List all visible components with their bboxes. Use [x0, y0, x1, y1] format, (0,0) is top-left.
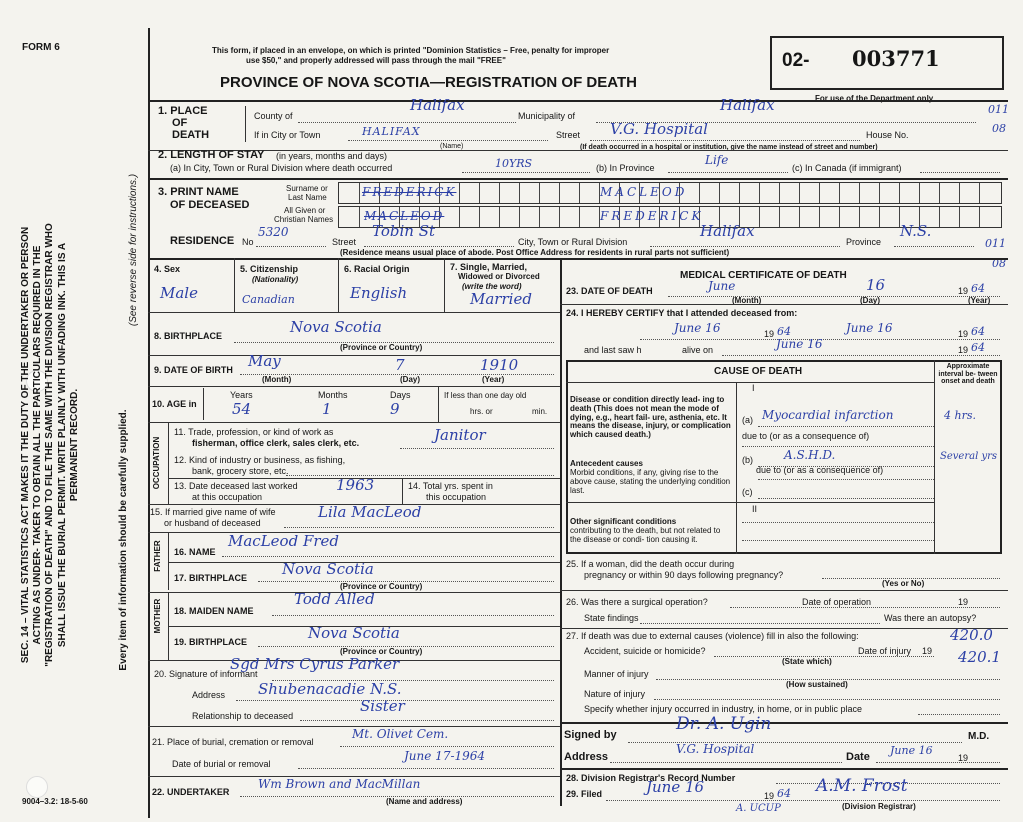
residence-street-line: [364, 246, 514, 247]
attended-to-year-value: 64: [971, 325, 985, 338]
industry-label: 12. Kind of industry or business, as fishing,: [174, 455, 346, 465]
father-name-label: 16. NAME: [174, 547, 216, 557]
given-label: All Given or: [284, 206, 326, 215]
registrar-signature: A.M. Frost: [816, 776, 908, 796]
filed-year-value: 64: [777, 787, 791, 800]
attended-to-year-prefix: 19: [958, 329, 969, 339]
dob-day-sublabel: (Day): [400, 375, 421, 384]
occupation-11-label-2: fisherman, office clerk, sales clerk, etc.: [192, 438, 360, 448]
code-420-0: 420.0: [950, 626, 993, 644]
place-bracket: [245, 106, 246, 142]
cause-a-prefix: (a): [742, 415, 753, 425]
rule-25: [560, 590, 1008, 591]
citizenship-label: 5. Citizenship: [240, 264, 299, 274]
record-number-label: 28. Division Registrar's Record Number: [566, 773, 736, 783]
code-420-1: 420.1: [958, 648, 1001, 666]
residence-note: (Residence means usual place of abode. Post Office Address for residents in rural parts not sufficient): [340, 248, 730, 257]
filed-label: 29. Filed: [566, 789, 603, 799]
age-div: [438, 386, 439, 422]
cause-a-value: Myocardial infarction: [762, 408, 894, 422]
cause-c-prefix: (c): [742, 487, 753, 497]
last-seen-value: June 16: [776, 337, 823, 351]
street-value: V.G. Hospital: [610, 120, 708, 138]
municipality-label: Municipality of: [518, 111, 576, 121]
father-div: [168, 532, 169, 590]
age-months-label: Months: [318, 390, 348, 400]
rule-27: [560, 722, 1008, 724]
residence-street-label: Street: [332, 237, 357, 247]
attended-from-value: June 16: [674, 321, 721, 335]
age-days-value: 9: [390, 400, 400, 418]
filed-value: June 16: [646, 778, 705, 796]
city-name-sublabel: (Name): [440, 143, 464, 150]
specify-label: Specify whether injury occurred in industry, in home, or in public place: [584, 704, 862, 714]
industry-label-2: bank, grocery store, etc.: [192, 466, 289, 476]
department-use-label: For use of the Department only: [815, 94, 934, 103]
length-of-stay-label: 2. LENGTH OF STAY: [158, 149, 265, 161]
spouse-label: 15. If married give name of wife: [150, 507, 276, 517]
marital-label-2: Widowed or Divorced: [458, 272, 540, 281]
death-year-prefix: 19: [958, 286, 969, 296]
signer-address-line: [610, 762, 842, 763]
statutory-side-note: SEC. 14 – VITAL STATISTICS ACT MAKES IT THE DUTY OF THE UNDERTAKER OR PERSON ACTING AS UNDER- TAKER TO OBTAIN ALL THE PARTICULARS REQUIRED IN THE "REGISTRATION OF DEATH" AND TO FILE THE SAME WITH THE DIVISION REGISTRAR WHO SHALL ISSUE THE BURIAL PERMIT. WRITE PLAINLY WITH UNFADING INK. THIS IS A PERMANENT RECORD.: [20, 223, 80, 667]
mother-birthplace-sublabel: (Province or Country): [340, 647, 423, 656]
code-4: 08: [992, 257, 1006, 270]
signer-address-value: V.G. Hospital: [676, 742, 755, 756]
birthplace-label: 8. BIRTHPLACE: [154, 331, 223, 341]
print-name-label: 3. PRINT NAME: [158, 186, 239, 198]
undertaker-sublabel: (Name and address): [386, 797, 463, 806]
burial-date-line: [298, 768, 554, 769]
surname-label: Surname or: [286, 184, 328, 193]
last-saw-label: and last saw h: [584, 345, 642, 355]
given-value: FREDERICK: [600, 209, 704, 223]
rule-signed: [560, 768, 1008, 770]
mother-maiden-value: Todd Alled: [294, 590, 375, 608]
dob-day-value: 7: [395, 356, 405, 374]
registrar-note: A. UCUP: [736, 803, 781, 814]
injury-date-label: Date of injury: [858, 646, 912, 656]
cause-label-div: [736, 382, 737, 554]
surname-label-2: Last Name: [288, 193, 327, 202]
alive-on-label: alive on: [682, 345, 714, 355]
undertaker-value: Wm Brown and MacMillan: [258, 777, 421, 791]
sex-label: 4. Sex: [154, 264, 181, 274]
place-label-death: DEATH: [172, 129, 210, 141]
city-line: [348, 140, 548, 141]
spouse-value: Lila MacLeod: [318, 503, 422, 521]
burial-place-value: Mt. Olivet Cem.: [352, 727, 449, 741]
stay-city-label: (a) In City, Town or Rural Division where death occurred: [170, 163, 393, 173]
surgical-label: 26. Was there a surgical operation?: [566, 597, 708, 607]
how-sublabel: (How sustained): [786, 680, 848, 689]
cause-b-value: A.S.H.D.: [784, 448, 836, 462]
father-label: FATHER: [153, 540, 162, 572]
form-code: 9004–3.2: 18-5-60: [22, 797, 88, 806]
marital-value: Married: [470, 290, 532, 308]
postal-notice-line-1: This form, if placed in an envelope, on which is printed "Dominion Statistics – Free, penalty for improper: [212, 46, 610, 55]
other-line-2: [742, 540, 934, 541]
registration-prefix: 02-: [782, 50, 810, 71]
cause-title-rule: [566, 382, 934, 383]
interval-a-value: 4 hrs.: [944, 409, 976, 422]
md-label: M.D.: [968, 731, 990, 742]
stay-canada-label: (c) In Canada (if immigrant): [792, 163, 902, 173]
injury-year-prefix: 19: [922, 646, 933, 656]
surname-struck-value: FREDERICK: [362, 185, 457, 199]
municipality-value: Halifax: [720, 96, 775, 114]
informant-label: 20. Signature of informant: [154, 669, 258, 679]
signed-date-value: June 16: [890, 744, 933, 757]
code-3: 011: [985, 237, 1006, 250]
county-line: [298, 122, 516, 123]
occupation-11-label: 11. Trade, profession, or kind of work as: [174, 427, 334, 437]
burial-date-value: June 17-1964: [404, 749, 486, 763]
cause-a-line: [758, 426, 934, 427]
pregnancy-label-2: pregnancy or within 90 days following pregnancy?: [584, 570, 784, 580]
occupation-label: OCCUPATION: [152, 436, 161, 490]
spouse-line: [284, 527, 554, 528]
rule-23: [560, 304, 1008, 305]
city-value: HALIFAX: [362, 125, 421, 138]
occupation-line: [400, 448, 554, 449]
findings-label: State findings: [584, 613, 639, 623]
col-div-racial: [444, 258, 445, 312]
death-year-value: 64: [971, 282, 985, 295]
burial-date-label: Date of burial or removal: [172, 759, 271, 769]
division-registrar-sublabel: (Division Registrar): [842, 802, 916, 811]
stay-province-value: Life: [705, 153, 729, 167]
registration-number-box: [770, 36, 1004, 90]
father-birthplace-label: 17. BIRTHPLACE: [174, 573, 248, 583]
citizenship-value: Canadian: [242, 293, 295, 306]
specify-line: [918, 714, 1000, 715]
total-years-label: 14. Total yrs. spent in: [408, 481, 493, 491]
other-line-1: [742, 522, 934, 523]
racial-label: 6. Racial Origin: [344, 264, 410, 274]
signer-address-label: Address: [564, 751, 609, 763]
col-div-sex: [234, 258, 235, 312]
stay-province-label: (b) In Province: [596, 163, 655, 173]
age-label: 10. AGE in: [152, 399, 197, 409]
street-line: [590, 140, 860, 141]
last-worked-label-2: at this occupation: [192, 492, 263, 502]
residence-province-line: [894, 246, 974, 247]
undertaker-label: 22. UNDERTAKER: [152, 787, 230, 797]
given-struck-value: MACLEOD: [364, 209, 445, 223]
stay-city-line: [462, 172, 590, 173]
hrs-label: hrs. or: [470, 407, 493, 416]
relationship-value: Sister: [360, 697, 405, 715]
pregnancy-sublabel: (Yes or No): [882, 579, 925, 588]
cause-of-death-title: CAUSE OF DEATH: [714, 366, 803, 377]
age-days-label: Days: [390, 390, 411, 400]
signed-date-line: [876, 762, 1000, 763]
street-label: Street: [556, 130, 581, 140]
death-year-sublabel: (Year): [968, 296, 991, 305]
form-left-border: [148, 28, 150, 818]
other-significant-sublabel: contributing to the death, but not related to the disease or condi- tion causing it.: [570, 526, 721, 544]
relationship-line: [300, 720, 554, 721]
birthplace-value: Nova Scotia: [290, 318, 382, 336]
residence-street-value: Tobin St: [372, 222, 436, 240]
certify-label: 24. I HEREBY CERTIFY that I attended deceased from:: [566, 308, 798, 318]
father-birthplace-value: Nova Scotia: [282, 560, 374, 578]
other-significant-label: Other significant conditions: [570, 517, 677, 526]
stay-city-value: 10YRS: [495, 157, 533, 170]
house-number-label: House No.: [866, 130, 909, 140]
industry-line: [286, 475, 554, 476]
father-name-line: [222, 556, 554, 557]
code-1: 011: [988, 103, 1009, 116]
last-seen-year-value: 64: [971, 341, 985, 354]
findings-line: [640, 623, 880, 624]
external-causes-label: 27. If death was due to external causes (violence) fill in also the following:: [566, 631, 859, 641]
of-deceased-label: OF DECEASED: [170, 199, 250, 211]
operation-date-label: Date of operation: [802, 597, 872, 607]
punch-hole-bottom: [26, 776, 48, 798]
residence-province-label: Province: [846, 237, 882, 247]
informant-value: Sgd Mrs Cyrus Parker: [230, 655, 400, 673]
col-div-citizenship: [338, 258, 339, 312]
interval-b-value: Several yrs: [940, 451, 998, 462]
death-month-sublabel: (Month): [732, 296, 762, 305]
rule-26: [560, 628, 1008, 629]
last-seen-line: [722, 355, 1000, 356]
signed-by-label: Signed by: [564, 729, 617, 741]
autopsy-label: Was there an autopsy?: [884, 613, 977, 623]
last-seen-year-prefix: 19: [958, 345, 969, 355]
signed-year-prefix: 19: [958, 753, 969, 763]
due-to-b-line: [758, 479, 934, 480]
mother-birthplace-value: Nova Scotia: [308, 624, 400, 642]
residence-city-label: City, Town or Rural Division: [518, 237, 628, 247]
city-label: If in City or Town: [254, 130, 321, 140]
place-label: 1. PLACE: [158, 105, 208, 117]
marital-label-3: (write the word): [462, 282, 522, 291]
father-name-value: MacLeod Fred: [228, 532, 339, 550]
nature-label: Nature of injury: [584, 689, 646, 699]
antecedent-label: Antecedent causes: [570, 459, 643, 468]
filed-year-prefix: 19: [764, 791, 775, 801]
racial-value: English: [350, 284, 408, 302]
last-worked-value: 1963: [336, 476, 375, 494]
mother-maiden-line: [272, 615, 554, 616]
signed-date-label: Date: [846, 751, 870, 763]
age-years-value: 54: [232, 400, 252, 418]
rule-9: [148, 386, 560, 387]
burial-place-line: [340, 746, 554, 747]
cause-c-line: [758, 498, 934, 499]
postal-notice-line-2: use $50," and properly addressed will pass through the mail "FREE": [246, 56, 506, 65]
cause-part-two-rule: [566, 502, 934, 503]
disease-label: Disease or condition directly lead- ing to death (This does not mean the mode of dying, e.g., heart fail- ure, asthenia, etc. It means the disease, injury, or complication which caused death.): [570, 395, 731, 440]
attended-to-value: June 16: [846, 321, 893, 335]
stay-canada-line: [920, 172, 1000, 173]
surname-value: MACLEOD: [600, 185, 688, 199]
rule-4: [148, 312, 560, 313]
burial-place-label: 21. Place of burial, cremation or removal: [152, 737, 314, 747]
date-of-death-label: 23. DATE OF DEATH: [566, 286, 653, 296]
county-value: Halifax: [410, 96, 465, 114]
attended-from-year-prefix: 19: [764, 329, 775, 339]
mother-maiden-label: 18. MAIDEN NAME: [174, 606, 254, 616]
cause-b-prefix: (b): [742, 455, 753, 465]
spouse-label-2: or husband of deceased: [164, 518, 261, 528]
father-birthplace-sublabel: (Province or Country): [340, 582, 423, 591]
residence-city-line: [650, 246, 840, 247]
operation-year-prefix: 19: [958, 597, 969, 607]
manner-label: Manner of injury: [584, 669, 649, 679]
county-label: County of: [254, 111, 293, 121]
death-day-value: 16: [866, 276, 886, 294]
hospital-note: (If death occurred in a hospital or institution, give the name instead of street and number): [580, 144, 878, 151]
marital-label: 7. Single, Married,: [450, 262, 528, 272]
residence-label: RESIDENCE: [170, 235, 235, 247]
min-label: min.: [532, 407, 548, 416]
total-years-label-2: this occupation: [426, 492, 487, 502]
form-title: PROVINCE OF NOVA SCOTIA—REGISTRATION OF DEATH: [220, 74, 637, 91]
mother-label: MOTHER: [153, 598, 162, 634]
residence-no-label: No: [242, 237, 254, 247]
nationality-label: (Nationality): [252, 275, 299, 284]
residence-city-value: Halifax: [700, 222, 755, 240]
rule-top: [148, 100, 1008, 102]
rule-15: [148, 532, 560, 533]
sex-value: Male: [160, 284, 198, 302]
dob-month-value: May: [248, 352, 281, 370]
age-years-label: Years: [230, 390, 253, 400]
stay-province-line: [668, 172, 788, 173]
attended-from-year-value: 64: [777, 325, 791, 338]
due-to-a-line: [742, 446, 934, 447]
residence-no-value: 5320: [258, 225, 289, 239]
registration-number: 003771: [852, 46, 940, 71]
place-label-of: OF: [172, 117, 188, 129]
death-date-line: [668, 296, 1000, 297]
informant-address-value: Shubenacadie N.S.: [258, 680, 402, 698]
less-than-day-label: If less than one day old: [444, 391, 527, 400]
occupation-14-div: [402, 478, 403, 504]
mother-birthplace-label: 19. BIRTHPLACE: [174, 637, 248, 647]
state-which-sublabel: (State which): [782, 657, 832, 666]
age-bracket: [203, 388, 204, 420]
rule-10: [148, 422, 560, 423]
given-label-2: Christian Names: [274, 215, 334, 224]
accident-label: Accident, suicide or homicide?: [584, 646, 706, 656]
rule-residence: [148, 258, 1008, 260]
dob-label: 9. DATE OF BIRTH: [154, 365, 233, 375]
informant-address-label: Address: [192, 690, 226, 700]
age-months-value: 1: [322, 400, 332, 418]
occupation-div: [168, 422, 169, 504]
filed-line: [606, 800, 1000, 801]
signed-by-value: Dr. A. Ugin: [676, 714, 772, 734]
residence-province-value: N.S.: [900, 222, 932, 240]
due-to-a-label: due to (or as a consequence of): [742, 431, 870, 441]
part-one-label: I: [752, 383, 755, 393]
dob-year-value: 1910: [480, 356, 519, 374]
nature-line: [654, 699, 1000, 700]
rule-2: [148, 178, 1008, 180]
length-of-stay-sublabel: (in years, months and days): [276, 151, 388, 161]
interval-label: Approximate interval be- tween onset and death: [938, 363, 998, 386]
surgical-line: [730, 607, 1000, 608]
cause-interval-div: [934, 360, 935, 554]
form-number: FORM 6: [22, 42, 60, 53]
residence-no-line: [256, 246, 326, 247]
occupation-value: Janitor: [434, 426, 486, 444]
birthplace-sublabel: (Province or Country): [340, 343, 423, 352]
antecedent-sublabel: Morbid conditions, if any, giving rise to the above cause, stating the underlying condition last.: [570, 468, 731, 495]
death-day-sublabel: (Day): [860, 296, 881, 305]
death-month-value: June: [708, 279, 736, 293]
medical-certificate-title: MEDICAL CERTIFICATE OF DEATH: [680, 270, 847, 281]
dob-year-sublabel: (Year): [482, 375, 505, 384]
dob-month-sublabel: (Month): [262, 375, 292, 384]
part-two-label: II: [752, 504, 758, 514]
last-worked-label: 13. Date deceased last worked: [174, 481, 298, 491]
pregnancy-label: 25. If a woman, did the death occur during: [566, 559, 735, 569]
side-note-instructions: (See reverse side for instructions.): [128, 173, 139, 327]
relationship-label: Relationship to deceased: [192, 711, 294, 721]
due-to-b-label: due to (or as a consequence of): [756, 465, 884, 475]
code-2: 08: [992, 122, 1006, 135]
side-note-information: Every item of information should be carefully supplied.: [118, 409, 129, 671]
